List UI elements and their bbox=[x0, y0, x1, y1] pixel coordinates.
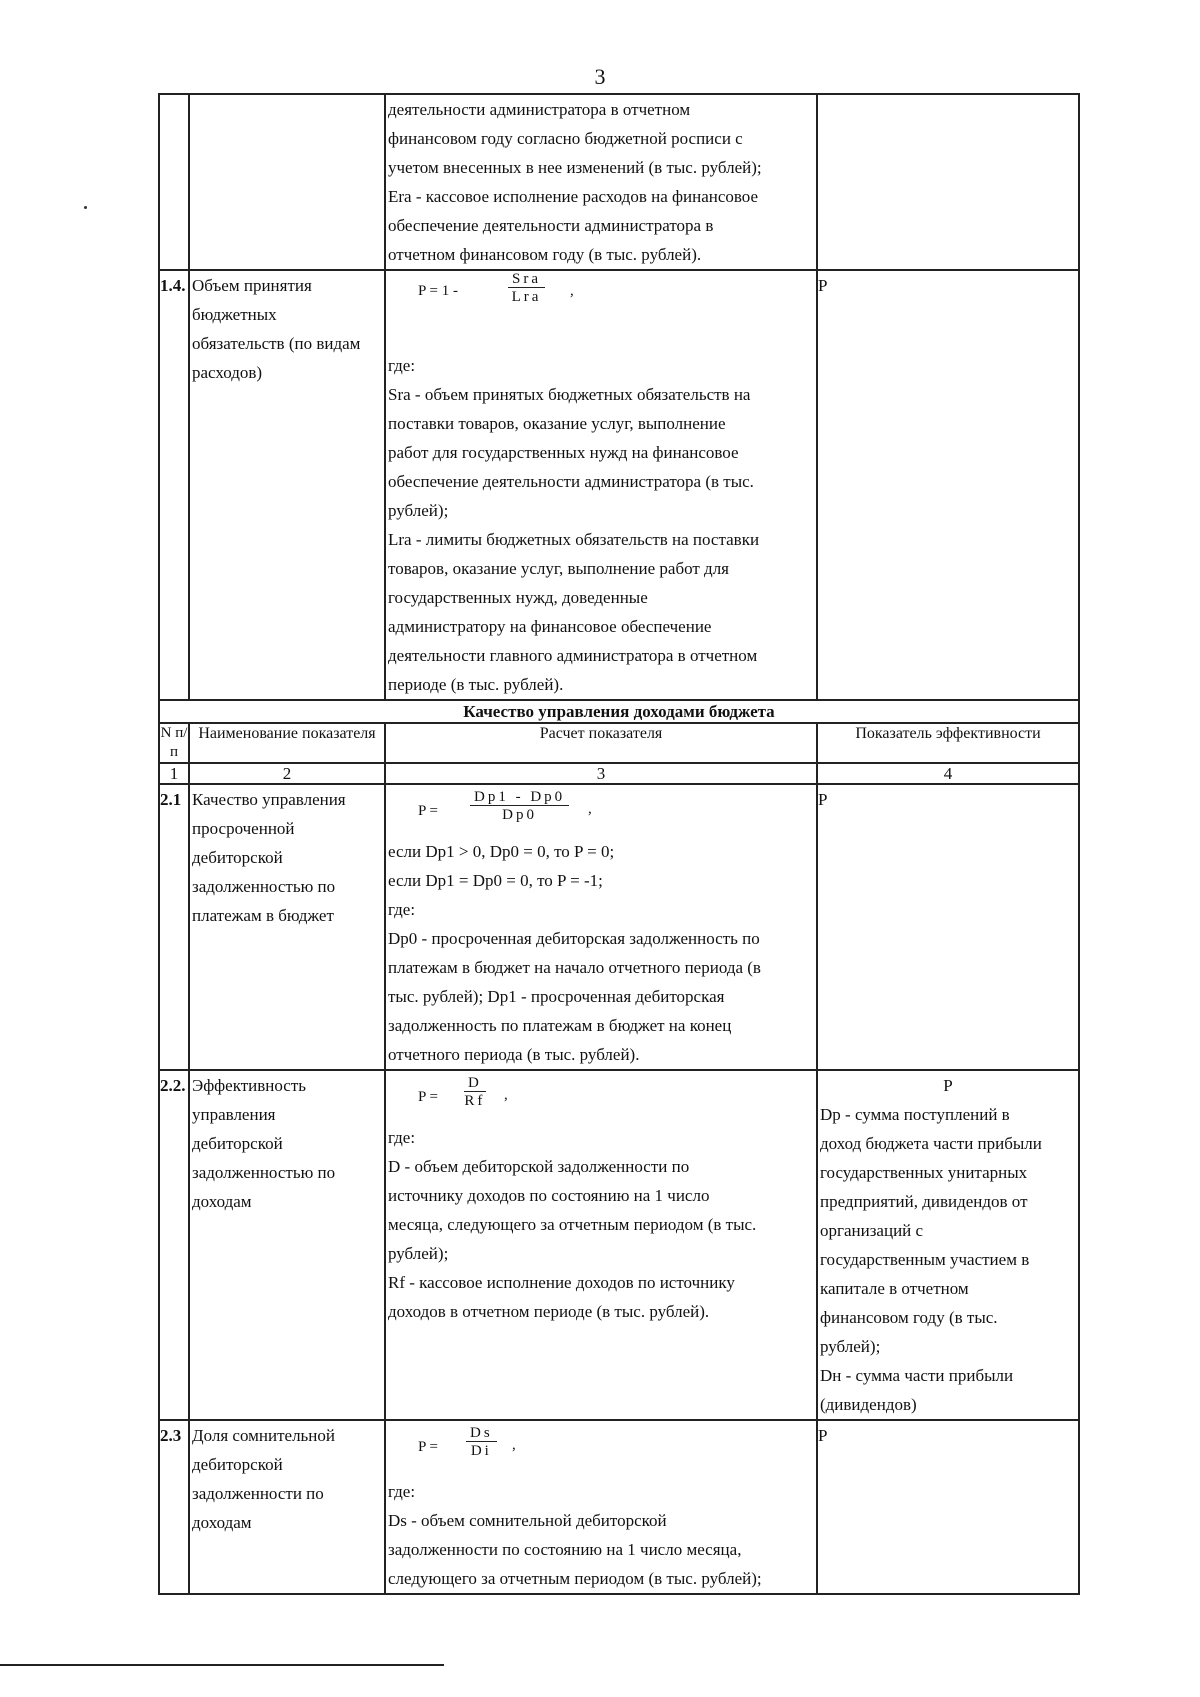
name-line: дебиторской bbox=[192, 1455, 283, 1474]
cell-name bbox=[189, 1070, 385, 1420]
formula-fraction bbox=[470, 789, 569, 824]
cell-name bbox=[189, 784, 385, 1070]
indicator-line: капитале в отчетном bbox=[820, 1279, 969, 1298]
row-number: 2.1 bbox=[159, 784, 189, 1070]
name-line: дебиторской bbox=[192, 1134, 283, 1153]
formula-numerator: Sra bbox=[508, 271, 545, 288]
name-line: управления bbox=[192, 1105, 276, 1124]
indicator-line: доход бюджета части прибыли bbox=[820, 1134, 1042, 1153]
header-row bbox=[159, 723, 1079, 763]
calc-line: деятельности администратора в отчетном bbox=[388, 100, 691, 119]
name-line: Эффективность bbox=[192, 1076, 307, 1095]
calc-line: товаров, оказание услуг, выполнение работ для bbox=[388, 559, 730, 578]
name-line: Качество управления bbox=[192, 790, 346, 809]
indicator-value: P bbox=[817, 1420, 1079, 1594]
calc-line: обеспечение деятельности администратора в bbox=[388, 216, 714, 235]
formula-denominator: Lra bbox=[511, 289, 542, 305]
formula-denominator: Rf bbox=[464, 1093, 486, 1109]
column-number-row bbox=[159, 763, 1079, 784]
indicator-line: предприятий, дивидендов от bbox=[820, 1192, 1028, 1211]
calc-line: доходов в отчетном периоде (в тыс. рублей). bbox=[388, 1302, 710, 1321]
indicator-line: финансовом году (в тыс. bbox=[820, 1308, 998, 1327]
name-line: платежам в бюджет bbox=[192, 906, 334, 925]
cell-name bbox=[189, 94, 385, 270]
calc-line: периоде (в тыс. рублей). bbox=[388, 675, 564, 694]
formula bbox=[386, 271, 816, 351]
formula-comma: , bbox=[570, 283, 574, 299]
cell-calc bbox=[385, 94, 817, 270]
cell-calc bbox=[385, 1420, 817, 1594]
page-number: 3 bbox=[594, 64, 606, 89]
cell-num bbox=[159, 94, 189, 270]
cell-name bbox=[189, 270, 385, 700]
calc-line: Ds - объем сомнительной дебиторской bbox=[388, 1511, 667, 1530]
name-line: доходам bbox=[192, 1192, 252, 1211]
calc-line: обеспечение деятельности администратора (в тыс. bbox=[388, 472, 754, 491]
cell-indicator bbox=[817, 94, 1079, 270]
calc-line: следующего за отчетным периодом (в тыс. рублей); bbox=[388, 1569, 762, 1588]
calc-line: месяца, следующего за отчетным периодом (в тыс. bbox=[388, 1215, 757, 1234]
column-number: 4 bbox=[817, 763, 1079, 784]
calc-line: где: bbox=[388, 1482, 416, 1501]
indicator-line: организаций с bbox=[820, 1221, 924, 1240]
formula bbox=[386, 1421, 816, 1477]
formula-denominator: Di bbox=[470, 1443, 492, 1459]
formula-numerator: Dp1 - Dp0 bbox=[470, 789, 569, 806]
formula-lhs: P = bbox=[418, 1089, 438, 1105]
formula-lhs: P = 1 - bbox=[418, 283, 458, 299]
calc-line: рублей); bbox=[388, 1244, 449, 1263]
indicators-table bbox=[158, 93, 1080, 1595]
header-col-calc: Расчет показателя bbox=[385, 723, 817, 763]
calc-line: если Dp1 = Dp0 = 0, то P = -1; bbox=[388, 871, 603, 890]
formula-fraction bbox=[508, 271, 545, 306]
calc-line: финансовом году согласно бюджетной росписи с bbox=[388, 129, 743, 148]
formula-comma: , bbox=[588, 801, 592, 817]
formula-numerator: Ds bbox=[466, 1425, 497, 1442]
name-line: просроченной bbox=[192, 819, 295, 838]
formula bbox=[386, 1071, 816, 1123]
calc-line: учетом внесенных в нее изменений (в тыс. рублей); bbox=[388, 158, 762, 177]
calc-line: источнику доходов по состоянию на 1 число bbox=[388, 1186, 710, 1205]
calc-line: работ для государственных нужд на финансовое bbox=[388, 443, 739, 462]
calc-line: отчетном финансовом году (в тыс. рублей). bbox=[388, 245, 702, 264]
formula-lhs: P = bbox=[418, 1439, 438, 1455]
table-row-2-2 bbox=[159, 1070, 1079, 1420]
scan-mark bbox=[84, 206, 87, 209]
header-col-indicator: Показатель эффективности bbox=[817, 723, 1079, 763]
formula-comma: , bbox=[512, 1437, 516, 1453]
formula-lhs: P = bbox=[418, 803, 438, 819]
row-number: 1.4. bbox=[159, 270, 189, 700]
section-title: Качество управления доходами бюджета bbox=[159, 700, 1079, 723]
cell-name bbox=[189, 1420, 385, 1594]
table-row-continuation bbox=[159, 94, 1079, 270]
calc-line: где: bbox=[388, 900, 416, 919]
calc-line: Sra - объем принятых бюджетных обязательств на bbox=[388, 385, 751, 404]
table-row-2-3 bbox=[159, 1420, 1079, 1594]
name-line: расходов) bbox=[192, 363, 263, 382]
table-row-1-4 bbox=[159, 270, 1079, 700]
cell-calc bbox=[385, 270, 817, 700]
formula-comma: , bbox=[504, 1087, 508, 1103]
calc-line: Era - кассовое исполнение расходов на финансовое bbox=[388, 187, 759, 206]
calc-line: Rf - кассовое исполнение доходов по источнику bbox=[388, 1273, 735, 1292]
cell-calc bbox=[385, 784, 817, 1070]
name-line: доходам bbox=[192, 1513, 252, 1532]
calc-line: рублей); bbox=[388, 501, 449, 520]
calc-line: если Dp1 > 0, Dp0 = 0, то P = 0; bbox=[388, 842, 615, 861]
calc-line: Dp0 - просроченная дебиторская задолженность по bbox=[388, 929, 760, 948]
name-line: бюджетных bbox=[192, 305, 277, 324]
name-line: обязательств (по видам bbox=[192, 334, 361, 353]
indicator-line: государственных унитарных bbox=[820, 1163, 1028, 1182]
indicator-value: P bbox=[817, 270, 1079, 700]
row-number: 2.2. bbox=[159, 1070, 189, 1420]
name-line: Доля сомнительной bbox=[192, 1426, 336, 1445]
indicator-line: Dр - сумма поступлений в bbox=[820, 1105, 1010, 1124]
name-line: задолженности по bbox=[192, 1484, 324, 1503]
formula bbox=[386, 785, 816, 837]
column-number: 2 bbox=[189, 763, 385, 784]
indicator-value: P bbox=[943, 1076, 953, 1095]
calc-line: государственных нужд, доведенные bbox=[388, 588, 648, 607]
column-number: 1 bbox=[159, 763, 189, 784]
name-line: задолженностью по bbox=[192, 877, 336, 896]
section-row bbox=[159, 700, 1079, 723]
formula-fraction bbox=[466, 1425, 497, 1460]
calc-line: где: bbox=[388, 356, 416, 375]
calc-line: задолженности по состоянию на 1 число месяца, bbox=[388, 1540, 742, 1559]
column-number: 3 bbox=[385, 763, 817, 784]
header-col-name: Наименование показателя bbox=[189, 723, 385, 763]
calc-line: администратору на финансовое обеспечение bbox=[388, 617, 712, 636]
calc-line: поставки товаров, оказание услуг, выполнение bbox=[388, 414, 726, 433]
row-number: 2.3 bbox=[159, 1420, 189, 1594]
header-col-number: N п/п bbox=[159, 723, 189, 763]
calc-line: отчетного периода (в тыс. рублей). bbox=[388, 1045, 640, 1064]
cell-calc bbox=[385, 1070, 817, 1420]
name-line: дебиторской bbox=[192, 848, 283, 867]
calc-line: D - объем дебиторской задолженности по bbox=[388, 1157, 690, 1176]
formula-fraction bbox=[464, 1075, 486, 1110]
calc-line: где: bbox=[388, 1128, 416, 1147]
calc-line: деятельности главного администратора в отчетном bbox=[388, 646, 758, 665]
calc-line: платежам в бюджет на начало отчетного периода (в bbox=[388, 958, 761, 977]
indicator-line: (дивидендов) bbox=[820, 1395, 917, 1414]
indicator-line: рублей); bbox=[820, 1337, 881, 1356]
calc-line: тыс. рублей); Dp1 - просроченная дебиторская bbox=[388, 987, 725, 1006]
cell-indicator bbox=[817, 1070, 1079, 1420]
formula-numerator: D bbox=[464, 1075, 486, 1092]
formula-denominator: Dp0 bbox=[502, 807, 537, 823]
indicator-line: Dн - сумма части прибыли bbox=[820, 1366, 1014, 1385]
bottom-rule bbox=[0, 1664, 444, 1666]
calc-line: задолженность по платежам в бюджет на конец bbox=[388, 1016, 732, 1035]
calc-line: Lra - лимиты бюджетных обязательств на поставки bbox=[388, 530, 760, 549]
name-line: задолженностью по bbox=[192, 1163, 336, 1182]
indicator-line: государственным участием в bbox=[820, 1250, 1030, 1269]
table-row-2-1 bbox=[159, 784, 1079, 1070]
indicator-value: P bbox=[817, 784, 1079, 1070]
name-line: Объем принятия bbox=[192, 276, 312, 295]
